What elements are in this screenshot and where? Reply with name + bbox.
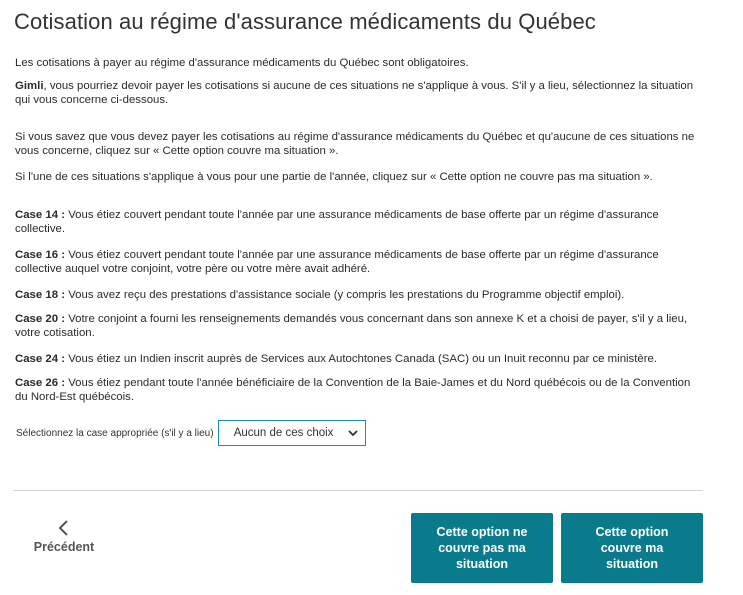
not-covered-label: Cette option ne couvre pas ma situation (436, 525, 528, 571)
divider (13, 490, 703, 491)
case-label: Case 20 : (15, 313, 66, 325)
user-name: Gimli (15, 80, 44, 92)
not-covered-button[interactable] (411, 513, 553, 583)
gimli-message: , vous pourriez devoir payer les cotisations si aucune de ces situations ne s'applique à vous. S'il y a lieu, sélectionnez la situation qui vous concerne ci-dessous. (15, 80, 694, 106)
case-text: Vous avez reçu des prestations d'assistance sociale (y compris les prestations du Programme objectif emploi). (65, 289, 625, 301)
case-select[interactable] (218, 420, 366, 446)
case-24 (15, 352, 705, 366)
previous-button[interactable] (24, 520, 104, 568)
case-text: Vous étiez un Indien inscrit auprès de Services aux Autochtones Canada (SAC) ou un Inuit reconnu par ce ministère. (65, 353, 658, 365)
case-text: Votre conjoint a fourni les renseignements demandés vous concernant dans son annexe K et a choisi de payer, s'il y a lieu, votre cotisation. (15, 313, 688, 339)
chevron-down-icon (347, 427, 359, 439)
covered-button[interactable] (561, 513, 703, 583)
case-text: Vous étiez couvert pendant toute l'année par une assurance médicaments de base offerte par un régime d'assurance collective auquel votre conjoint, votre père ou votre mère avait adhéré. (15, 249, 659, 275)
case-label: Case 26 : (15, 377, 66, 389)
case-14 (15, 208, 705, 236)
chevron-left-icon (57, 520, 71, 536)
previous-label: Précédent (33, 540, 95, 554)
case-26 (15, 376, 705, 404)
case-select-label: Sélectionnez la case appropriée (s'il y a lieu) (16, 427, 214, 439)
case-label: Case 18 : (15, 289, 66, 301)
gimli-text (15, 79, 705, 107)
page-title: Cotisation au régime d'assurance médicaments du Québec (14, 9, 596, 34)
instruction-covered: Si vous savez que vous devez payer les cotisations au régime d'assurance médicaments du Québec et qu'aucune de ces situations ne vous concerne, cliquez sur « Cette option couvre ma situation ». (15, 131, 695, 157)
case-text: Vous étiez pendant toute l'année bénéficiaire de la Convention de la Baie-James et du Nord québécois ou de la Convention du Nord-Est québécois. (15, 377, 691, 403)
case-18 (15, 288, 705, 302)
covered-label: Cette option couvre ma situation (595, 525, 669, 571)
case-20 (15, 312, 705, 340)
case-label: Case 16 : (15, 249, 66, 261)
instruction-partial: Si l'une de ces situations s'applique à vous pour une partie de l'année, cliquez sur « Cette option ne couvre pas ma situation ». (15, 171, 653, 183)
intro-text: Les cotisations à payer au régime d'assurance médicaments du Québec sont obligatoires. (15, 57, 469, 69)
case-16 (15, 248, 705, 276)
case-select-row (16, 420, 366, 446)
case-text: Vous étiez couvert pendant toute l'année par une assurance médicaments de base offerte par un régime d'assurance collective. (15, 209, 659, 235)
case-label: Case 14 : (15, 209, 66, 221)
case-select-value: Aucun de ces choix (233, 427, 334, 439)
case-label: Case 24 : (15, 353, 66, 365)
